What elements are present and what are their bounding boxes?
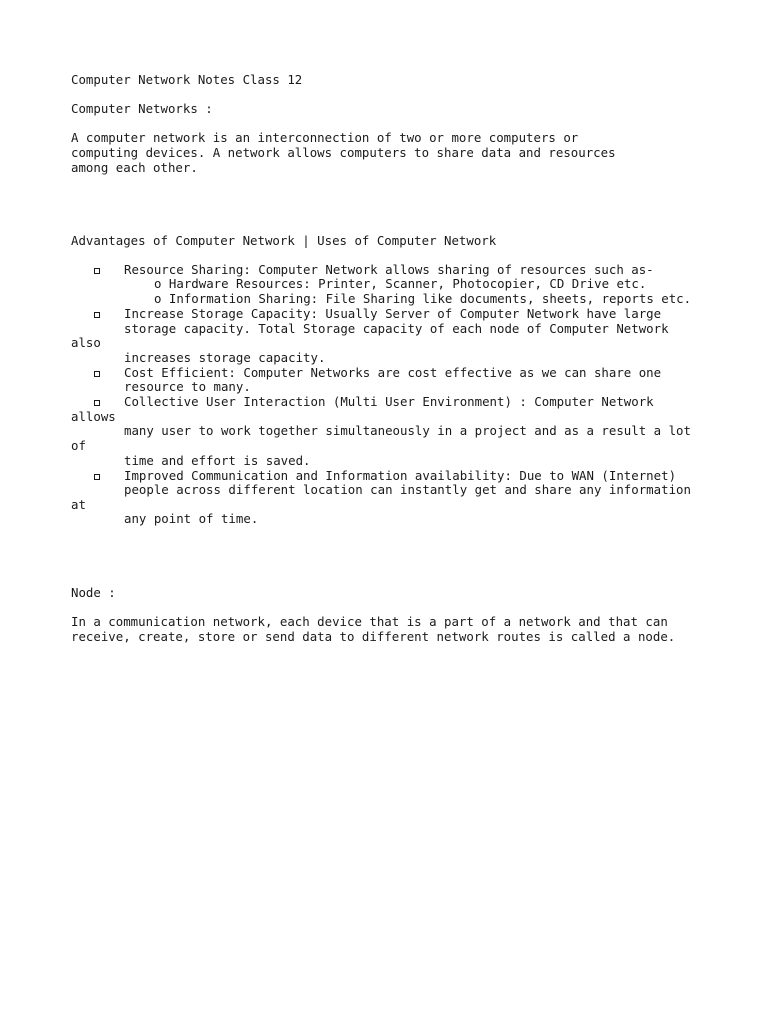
paragraph-line: receive, create, store or send data to different network routes is called a node. [71,629,676,644]
sub-list-item: o Information Sharing: File Sharing like documents, sheets, reports etc. [154,291,692,306]
section-heading-computer-networks: Computer Networks : [71,101,213,116]
square-bullet-icon [94,400,100,406]
section-heading-advantages: Advantages of Computer Network | Uses of Computer Network [71,233,497,248]
paragraph-line: A computer network is an interconnection of two or more computers or [71,130,579,145]
list-item-line: Collective User Interaction (Multi User Environment) : Computer Network [124,394,654,409]
list-item-line: Increase Storage Capacity: Usually Server of Computer Network have large [124,306,662,321]
square-bullet-icon [94,371,100,377]
list-item-line: people across different location can instantly get and share any information [124,482,691,497]
list-item-line: storage capacity. Total Storage capacity of each node of Computer Network [124,321,669,336]
wrapped-word: allows [71,409,116,424]
paragraph-line: among each other. [71,160,198,175]
document-title: Computer Network Notes Class 12 [71,72,303,87]
list-item-line: Resource Sharing: Computer Network allows sharing of resources such as- [124,262,654,277]
square-bullet-icon [94,474,100,480]
list-item-line: Improved Communication and Information availability: Due to WAN (Internet) [124,468,677,483]
square-bullet-icon [94,312,100,318]
paragraph-line: computing devices. A network allows computers to share data and resources [71,145,616,160]
list-item-line: Cost Efficient: Computer Networks are cost effective as we can share one [124,365,662,380]
square-bullet-icon [94,268,100,274]
list-item-line: resource to many. [124,379,251,394]
list-item-line: any point of time. [124,511,259,526]
list-item-line: many user to work together simultaneously in a project and as a result a lot [124,423,691,438]
list-item-line: increases storage capacity. [124,350,326,365]
list-item-line: time and effort is saved. [124,453,311,468]
wrapped-word: of [71,438,86,453]
section-heading-node: Node : [71,585,116,600]
wrapped-word: at [71,497,86,512]
sub-list-item: o Hardware Resources: Printer, Scanner, Photocopier, CD Drive etc. [154,276,647,291]
paragraph-line: In a communication network, each device that is a part of a network and that can [71,614,668,629]
wrapped-word: also [71,335,101,350]
